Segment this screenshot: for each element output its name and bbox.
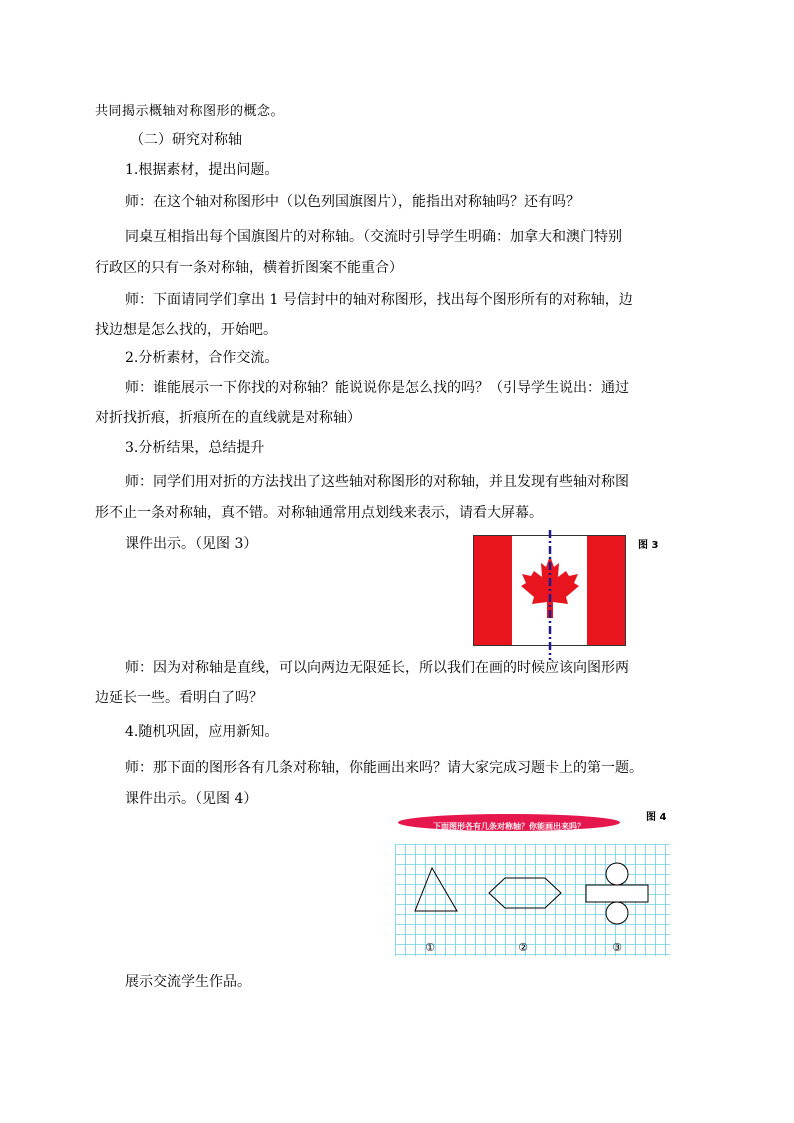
paragraph-line: 师：在这个轴对称图形中（以色列国旗图片），能指出对称轴吗？还有吗？ [125,194,580,210]
hexagon-shape [489,878,561,908]
paragraph-line: 师：因为对称轴是直线，可以向两边无限延长，所以我们在画的时候应该向图形两 [125,660,629,676]
paragraph-line: 展示交流学生作品。 [125,974,251,990]
figure-4-grid [395,844,670,956]
step-heading: 2.分析素材，合作交流。 [125,350,279,366]
flag-right-band [587,536,625,645]
figure-3-canada-flag [470,530,630,660]
rectangle-shape [586,885,648,902]
paragraph-line: 对折找折痕，折痕所在的直线就是对称轴） [95,410,361,426]
figure-3-label: 图 3 [638,540,659,551]
top-circle-shape [606,863,628,885]
section-heading: （二）研究对称轴 [130,132,242,148]
paragraph-line: 行政区的只有一条对称轴，横着折图案不能重合） [95,260,403,276]
figure-4-label: 图 4 [646,812,667,823]
paragraph-line: 课件出示。（见图 4） [125,791,258,807]
paragraph-line: 共同揭示概轴对称图形的概念。 [95,104,285,119]
step-heading: 4.随机巩固，应用新知。 [125,724,279,740]
shape-number-2: ② [518,941,528,954]
paragraph-line: 师：谁能展示一下你找的对称轴？能说说你是怎么找的吗？（引导学生说出：通过 [125,380,629,396]
figure-4-banner [398,814,620,831]
paragraph-line: 找边想是怎么找的，开始吧。 [95,322,277,338]
shape-number-1: ① [425,941,435,954]
paragraph-line: 边延长一些。看明白了吗？ [95,690,263,706]
paragraph-line: 师：下面请同学们拿出 1 号信封中的轴对称图形，找出每个图形所有的对称轴，边 [125,292,633,308]
banner-text: 下面图形各有几条对称轴？你能画出来吗？ [433,822,585,831]
flag-left-band [474,536,512,645]
paragraph-line: 课件出示。（见图 3） [125,536,258,552]
step-heading: 1.根据素材，提出问题。 [125,162,279,178]
paragraph-line: 师：同学们用对折的方法找出了这些轴对称图形的对称轴，并且发现有些轴对称图 [125,474,629,490]
bottom-circle-shape [606,902,628,924]
paragraph-line: 形不止一条对称轴，真不错。对称轴通常用点划线来表示，请看大屏幕。 [95,505,543,521]
paragraph-line: 同桌互相指出每个国旗图片的对称轴。（交流时引导学生明确：加拿大和澳门特别 [125,229,622,245]
shape-number-3: ③ [612,941,622,954]
step-heading: 3.分析结果，总结提升 [125,440,265,456]
paragraph-line: 师：那下面的图形各有几条对称轴，你能画出来吗？请大家完成习题卡上的第一题。 [125,760,643,776]
